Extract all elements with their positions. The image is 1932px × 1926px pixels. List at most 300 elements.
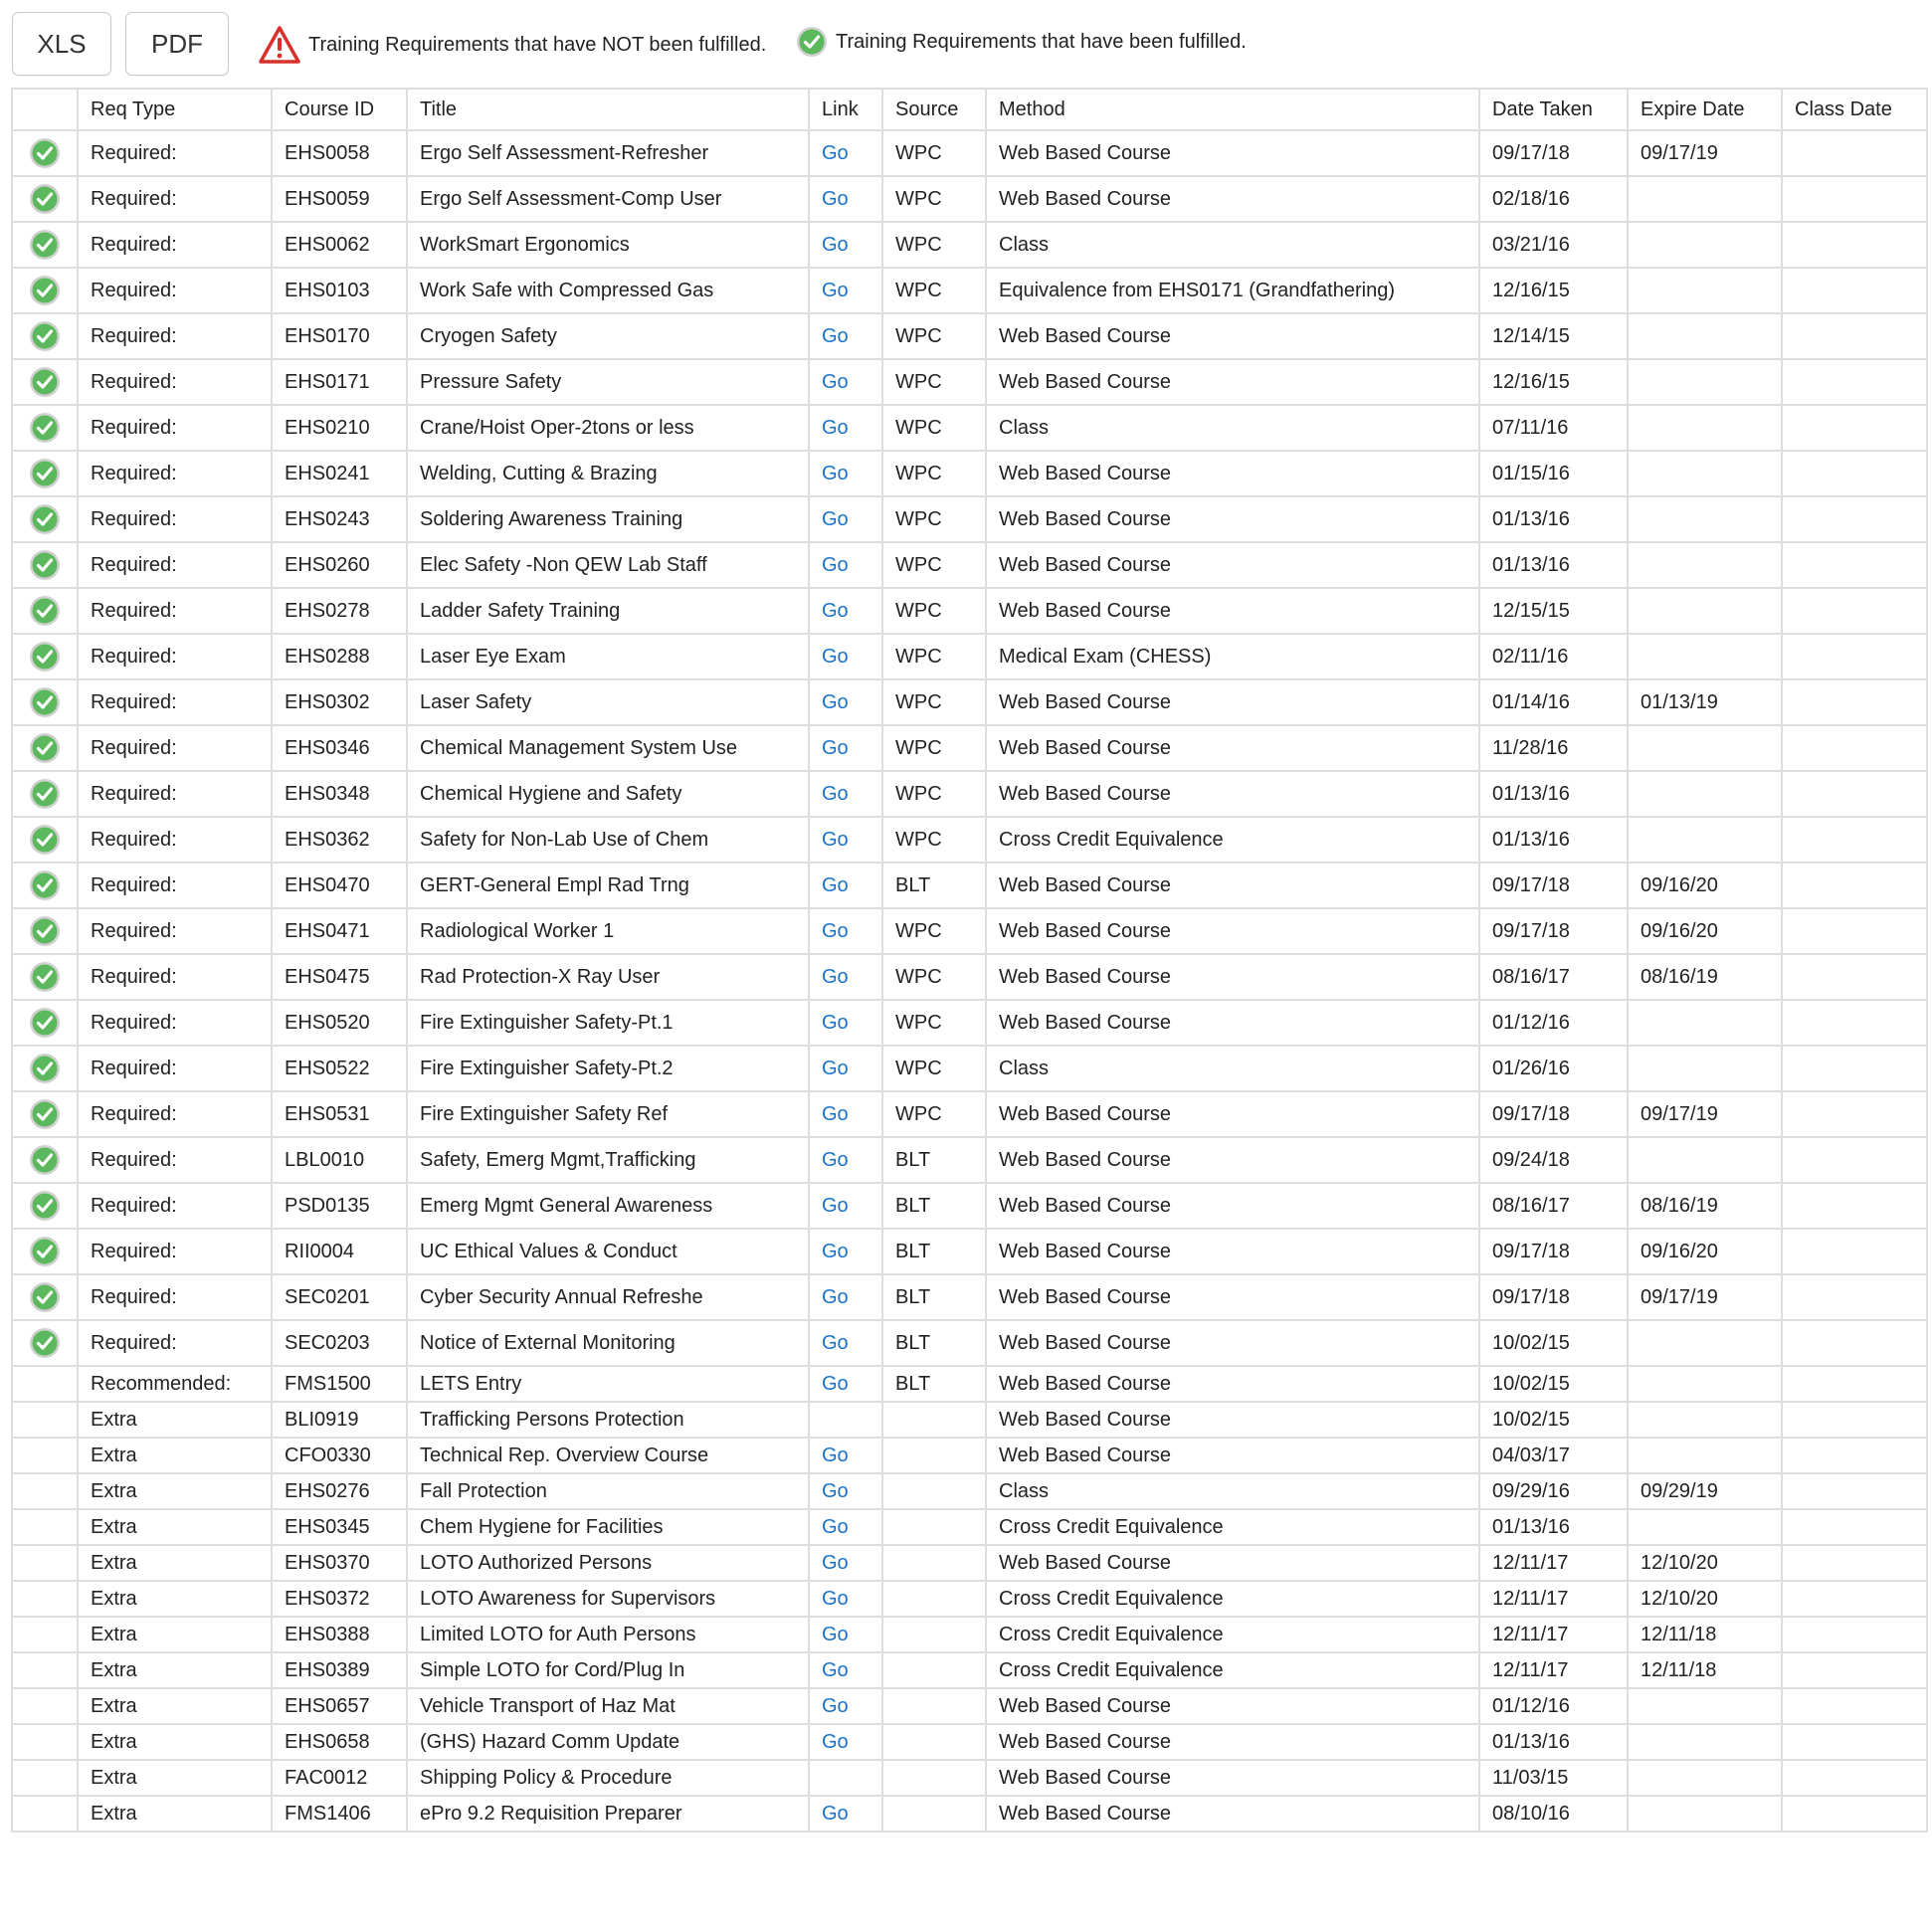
go-link[interactable]: Go: [822, 690, 849, 713]
table-row: [12, 1137, 1927, 1183]
cell-course-id: LBL0010: [272, 1137, 407, 1183]
go-link[interactable]: Go: [822, 416, 849, 439]
cell-class-date: [1782, 817, 1927, 863]
go-link[interactable]: Go: [822, 1444, 849, 1466]
go-link[interactable]: Go: [822, 187, 849, 210]
cell-method: Web Based Course: [986, 542, 1479, 588]
cell-req-type: Required:: [78, 130, 272, 176]
cell-course-id: EHS0370: [272, 1545, 407, 1581]
table-row: [12, 1652, 1927, 1688]
xls-export-button[interactable]: XLS: [12, 12, 111, 76]
go-link[interactable]: Go: [822, 1623, 849, 1645]
cell-link: [809, 222, 882, 268]
cell-link: [809, 1320, 882, 1366]
cell-method: Class: [986, 405, 1479, 451]
cell-req-type: Required:: [78, 1183, 272, 1229]
cell-course-id: EHS0278: [272, 588, 407, 634]
cell-class-date: [1782, 1652, 1927, 1688]
cell-method: Web Based Course: [986, 1796, 1479, 1831]
cell-title: Laser Eye Exam: [407, 634, 809, 679]
green-check-icon: [29, 686, 61, 718]
cell-req-type: Extra: [78, 1724, 272, 1760]
cell-method: Cross Credit Equivalence: [986, 1581, 1479, 1617]
header-source[interactable]: Source: [882, 89, 986, 130]
cell-req-type: Required:: [78, 817, 272, 863]
table-row: [12, 359, 1927, 405]
cell-req-type: Required:: [78, 1000, 272, 1046]
cell-course-id: EHS0657: [272, 1688, 407, 1724]
cell-link: [809, 1046, 882, 1091]
cell-title: Fall Protection: [407, 1473, 809, 1509]
cell-expire-date: [1628, 1000, 1782, 1046]
cell-class-date: [1782, 588, 1927, 634]
cell-title: Chem Hygiene for Facilities: [407, 1509, 809, 1545]
green-check-icon: [29, 549, 61, 581]
cell-class-date: [1782, 222, 1927, 268]
cell-link: [809, 1402, 882, 1438]
cell-title: Welding, Cutting & Brazing: [407, 451, 809, 496]
cell-status: [12, 634, 78, 679]
cell-course-id: EHS0389: [272, 1652, 407, 1688]
cell-source: WPC: [882, 771, 986, 817]
go-link[interactable]: Go: [822, 233, 849, 256]
cell-date-taken: 12/11/17: [1479, 1617, 1628, 1652]
cell-link: [809, 863, 882, 908]
header-req-type[interactable]: Req Type: [78, 89, 272, 130]
cell-date-taken: 09/24/18: [1479, 1137, 1628, 1183]
table-header-row: [12, 89, 1927, 130]
cell-expire-date: [1628, 634, 1782, 679]
cell-class-date: [1782, 496, 1927, 542]
go-link[interactable]: Go: [822, 1551, 849, 1574]
cell-status: [12, 222, 78, 268]
cell-status: [12, 451, 78, 496]
table-row: [12, 542, 1927, 588]
go-link[interactable]: Go: [822, 1658, 849, 1681]
table-row: [12, 1473, 1927, 1509]
cell-date-taken: 09/17/18: [1479, 1229, 1628, 1274]
go-link[interactable]: Go: [822, 324, 849, 347]
cell-title: Emerg Mgmt General Awareness: [407, 1183, 809, 1229]
cell-req-type: Required:: [78, 954, 272, 1000]
cell-course-id: EHS0276: [272, 1473, 407, 1509]
cell-method: Web Based Course: [986, 588, 1479, 634]
cell-method: Web Based Course: [986, 1320, 1479, 1366]
cell-link: [809, 542, 882, 588]
go-link[interactable]: Go: [822, 782, 849, 805]
cell-title: Ergo Self Assessment-Comp User: [407, 176, 809, 222]
green-check-icon: [29, 1144, 61, 1176]
cell-status: [12, 1545, 78, 1581]
cell-method: Cross Credit Equivalence: [986, 817, 1479, 863]
cell-status: [12, 1438, 78, 1473]
cell-method: Web Based Course: [986, 1760, 1479, 1796]
cell-link: [809, 1473, 882, 1509]
cell-link: [809, 1688, 882, 1724]
cell-method: Web Based Course: [986, 313, 1479, 359]
go-link[interactable]: Go: [822, 553, 849, 576]
cell-class-date: [1782, 863, 1927, 908]
go-link[interactable]: Go: [822, 1802, 849, 1825]
cell-date-taken: 08/16/17: [1479, 1183, 1628, 1229]
cell-title: Pressure Safety: [407, 359, 809, 405]
header-course-id[interactable]: Course ID: [272, 89, 407, 130]
cell-class-date: [1782, 908, 1927, 954]
cell-method: Web Based Course: [986, 1183, 1479, 1229]
cell-method: Web Based Course: [986, 1402, 1479, 1438]
cell-req-type: Required:: [78, 268, 272, 313]
cell-method: Equivalence from EHS0171 (Grandfathering): [986, 268, 1479, 313]
go-link[interactable]: Go: [822, 1331, 849, 1354]
cell-expire-date: [1628, 451, 1782, 496]
cell-source: BLT: [882, 1366, 986, 1402]
cell-method: Web Based Course: [986, 863, 1479, 908]
cell-link: [809, 405, 882, 451]
cell-req-type: Required:: [78, 176, 272, 222]
cell-source: BLT: [882, 1137, 986, 1183]
cell-link: [809, 1724, 882, 1760]
cell-status: [12, 1402, 78, 1438]
go-link[interactable]: Go: [822, 1148, 849, 1171]
cell-expire-date: [1628, 542, 1782, 588]
cell-expire-date: [1628, 496, 1782, 542]
cell-status: [12, 1274, 78, 1320]
go-link[interactable]: Go: [822, 1011, 849, 1034]
cell-source: WPC: [882, 405, 986, 451]
cell-course-id: EHS0520: [272, 1000, 407, 1046]
cell-expire-date: [1628, 176, 1782, 222]
cell-date-taken: 08/10/16: [1479, 1796, 1628, 1831]
cell-title: (GHS) Hazard Comm Update: [407, 1724, 809, 1760]
cell-source: [882, 1438, 986, 1473]
header-expire-date[interactable]: Expire Date: [1628, 89, 1782, 130]
cell-req-type: Required:: [78, 1229, 272, 1274]
cell-course-id: EHS0103: [272, 268, 407, 313]
cell-link: [809, 359, 882, 405]
cell-title: Laser Safety: [407, 679, 809, 725]
pdf-export-button[interactable]: PDF: [125, 12, 229, 76]
cell-expire-date: 09/17/19: [1628, 1274, 1782, 1320]
cell-source: [882, 1760, 986, 1796]
go-link[interactable]: Go: [822, 1515, 849, 1538]
cell-req-type: Required:: [78, 863, 272, 908]
cell-method: Web Based Course: [986, 725, 1479, 771]
go-link[interactable]: Go: [822, 370, 849, 393]
cell-title: Cryogen Safety: [407, 313, 809, 359]
cell-status: [12, 496, 78, 542]
cell-date-taken: 09/29/16: [1479, 1473, 1628, 1509]
table-row: [12, 313, 1927, 359]
table-row: [12, 679, 1927, 725]
cell-link: [809, 1760, 882, 1796]
header-status: [12, 89, 78, 130]
cell-status: [12, 1760, 78, 1796]
go-link[interactable]: Go: [822, 965, 849, 988]
cell-req-type: Required:: [78, 1046, 272, 1091]
cell-expire-date: [1628, 771, 1782, 817]
cell-date-taken: 11/28/16: [1479, 725, 1628, 771]
cell-status: [12, 1320, 78, 1366]
cell-class-date: [1782, 634, 1927, 679]
cell-req-type: Extra: [78, 1473, 272, 1509]
go-link[interactable]: Go: [822, 1240, 849, 1262]
cell-date-taken: 07/11/16: [1479, 405, 1628, 451]
header-link[interactable]: Link: [809, 89, 882, 130]
header-title[interactable]: Title: [407, 89, 809, 130]
go-link[interactable]: Go: [822, 1479, 849, 1502]
cell-status: [12, 1652, 78, 1688]
cell-method: Cross Credit Equivalence: [986, 1652, 1479, 1688]
cell-method: Web Based Course: [986, 1724, 1479, 1760]
cell-method: Class: [986, 1046, 1479, 1091]
cell-expire-date: [1628, 359, 1782, 405]
table-row: [12, 1796, 1927, 1831]
cell-class-date: [1782, 1091, 1927, 1137]
cell-method: Web Based Course: [986, 1438, 1479, 1473]
go-link[interactable]: Go: [822, 919, 849, 942]
cell-class-date: [1782, 451, 1927, 496]
cell-expire-date: 12/11/18: [1628, 1652, 1782, 1688]
cell-req-type: Extra: [78, 1652, 272, 1688]
cell-course-id: EHS0062: [272, 222, 407, 268]
cell-title: Technical Rep. Overview Course: [407, 1438, 809, 1473]
go-link[interactable]: Go: [822, 462, 849, 484]
cell-expire-date: 12/10/20: [1628, 1545, 1782, 1581]
table-row: [12, 771, 1927, 817]
cell-status: [12, 359, 78, 405]
green-check-icon: [29, 137, 61, 169]
green-check-icon: [29, 183, 61, 215]
go-link[interactable]: Go: [822, 1194, 849, 1217]
cell-link: [809, 679, 882, 725]
green-check-icon: [29, 1236, 61, 1267]
cell-req-type: Extra: [78, 1617, 272, 1652]
cell-date-taken: 01/26/16: [1479, 1046, 1628, 1091]
cell-req-type: Extra: [78, 1581, 272, 1617]
cell-link: [809, 1617, 882, 1652]
cell-title: Simple LOTO for Cord/Plug In: [407, 1652, 809, 1688]
cell-title: GERT-General Empl Rad Trng: [407, 863, 809, 908]
go-link[interactable]: Go: [822, 141, 849, 164]
go-link[interactable]: Go: [822, 507, 849, 530]
cell-title: Chemical Hygiene and Safety: [407, 771, 809, 817]
cell-source: [882, 1581, 986, 1617]
cell-source: WPC: [882, 496, 986, 542]
cell-date-taken: 09/17/18: [1479, 1091, 1628, 1137]
header-method[interactable]: Method: [986, 89, 1479, 130]
cell-class-date: [1782, 1000, 1927, 1046]
cell-course-id: FAC0012: [272, 1760, 407, 1796]
cell-class-date: [1782, 268, 1927, 313]
header-date-taken[interactable]: Date Taken: [1479, 89, 1628, 130]
cell-req-type: Required:: [78, 771, 272, 817]
green-check-icon: [29, 1098, 61, 1130]
cell-date-taken: 12/11/17: [1479, 1545, 1628, 1581]
cell-class-date: [1782, 405, 1927, 451]
cell-class-date: [1782, 542, 1927, 588]
cell-course-id: EHS0345: [272, 1509, 407, 1545]
cell-status: [12, 1137, 78, 1183]
go-link[interactable]: Go: [822, 828, 849, 851]
cell-status: [12, 1229, 78, 1274]
cell-expire-date: [1628, 1688, 1782, 1724]
cell-course-id: CFO0330: [272, 1438, 407, 1473]
cell-expire-date: [1628, 588, 1782, 634]
go-link[interactable]: Go: [822, 1694, 849, 1717]
cell-source: WPC: [882, 130, 986, 176]
cell-req-type: Extra: [78, 1760, 272, 1796]
table-row: [12, 1183, 1927, 1229]
cell-source: [882, 1796, 986, 1831]
table-row: [12, 1402, 1927, 1438]
cell-date-taken: 01/12/16: [1479, 1000, 1628, 1046]
cell-link: [809, 1229, 882, 1274]
cell-link: [809, 817, 882, 863]
green-check-icon: [29, 412, 61, 444]
go-link[interactable]: Go: [822, 736, 849, 759]
cell-status: [12, 1366, 78, 1402]
go-link[interactable]: Go: [822, 873, 849, 896]
cell-date-taken: 11/03/15: [1479, 1760, 1628, 1796]
cell-req-type: Required:: [78, 679, 272, 725]
table-row: [12, 1320, 1927, 1366]
cell-method: Web Based Course: [986, 1000, 1479, 1046]
cell-date-taken: 03/21/16: [1479, 222, 1628, 268]
cell-class-date: [1782, 1402, 1927, 1438]
cell-link: [809, 1652, 882, 1688]
table-row: [12, 588, 1927, 634]
cell-link: [809, 496, 882, 542]
cell-method: Web Based Course: [986, 1545, 1479, 1581]
cell-course-id: EHS0531: [272, 1091, 407, 1137]
legend-fulfilled: [796, 26, 1247, 58]
cell-title: Shipping Policy & Procedure: [407, 1760, 809, 1796]
legend-not-fulfilled: [259, 26, 766, 64]
cell-course-id: BLI0919: [272, 1402, 407, 1438]
cell-title: UC Ethical Values & Conduct: [407, 1229, 809, 1274]
cell-source: [882, 1688, 986, 1724]
cell-expire-date: [1628, 1402, 1782, 1438]
cell-source: WPC: [882, 817, 986, 863]
cell-link: [809, 1509, 882, 1545]
go-link[interactable]: Go: [822, 1372, 849, 1395]
cell-req-type: Required:: [78, 542, 272, 588]
cell-expire-date: [1628, 1320, 1782, 1366]
table-row: [12, 634, 1927, 679]
cell-date-taken: 10/02/15: [1479, 1366, 1628, 1402]
cell-course-id: EHS0470: [272, 863, 407, 908]
cell-method: Cross Credit Equivalence: [986, 1509, 1479, 1545]
cell-req-type: Required:: [78, 496, 272, 542]
green-check-icon: [29, 778, 61, 810]
cell-req-type: Extra: [78, 1509, 272, 1545]
cell-date-taken: 01/13/16: [1479, 817, 1628, 863]
cell-method: Web Based Course: [986, 496, 1479, 542]
cell-req-type: Required:: [78, 588, 272, 634]
cell-course-id: SEC0203: [272, 1320, 407, 1366]
cell-source: WPC: [882, 176, 986, 222]
table-row: [12, 268, 1927, 313]
cell-class-date: [1782, 954, 1927, 1000]
cell-course-id: RII0004: [272, 1229, 407, 1274]
cell-date-taken: 04/03/17: [1479, 1438, 1628, 1473]
cell-expire-date: [1628, 268, 1782, 313]
cell-expire-date: 09/17/19: [1628, 1091, 1782, 1137]
cell-source: WPC: [882, 313, 986, 359]
go-link[interactable]: Go: [822, 599, 849, 622]
cell-course-id: EHS0059: [272, 176, 407, 222]
cell-status: [12, 863, 78, 908]
cell-class-date: [1782, 1366, 1927, 1402]
cell-expire-date: [1628, 1438, 1782, 1473]
go-link[interactable]: Go: [822, 279, 849, 301]
cell-course-id: EHS0288: [272, 634, 407, 679]
cell-req-type: Required:: [78, 1274, 272, 1320]
table-row: [12, 1509, 1927, 1545]
cell-method: Web Based Course: [986, 130, 1479, 176]
cell-date-taken: 09/17/18: [1479, 1274, 1628, 1320]
go-link[interactable]: Go: [822, 1285, 849, 1308]
green-check-icon: [29, 1053, 61, 1084]
header-class-date[interactable]: Class Date: [1782, 89, 1927, 130]
cell-req-type: Extra: [78, 1688, 272, 1724]
go-link[interactable]: Go: [822, 1587, 849, 1610]
cell-method: Web Based Course: [986, 359, 1479, 405]
cell-source: BLT: [882, 863, 986, 908]
cell-title: Fire Extinguisher Safety Ref: [407, 1091, 809, 1137]
cell-class-date: [1782, 1545, 1927, 1581]
cell-source: WPC: [882, 679, 986, 725]
cell-course-id: EHS0210: [272, 405, 407, 451]
cell-method: Web Based Course: [986, 176, 1479, 222]
cell-status: [12, 130, 78, 176]
cell-source: [882, 1473, 986, 1509]
green-check-icon: [29, 961, 61, 993]
cell-source: WPC: [882, 1046, 986, 1091]
go-link[interactable]: Go: [822, 1057, 849, 1079]
cell-date-taken: 02/18/16: [1479, 176, 1628, 222]
cell-expire-date: [1628, 817, 1782, 863]
cell-link: [809, 771, 882, 817]
green-check-icon: [29, 229, 61, 261]
cell-method: Cross Credit Equivalence: [986, 1617, 1479, 1652]
go-link[interactable]: Go: [822, 1730, 849, 1753]
cell-class-date: [1782, 1274, 1927, 1320]
cell-class-date: [1782, 1688, 1927, 1724]
cell-title: Fire Extinguisher Safety-Pt.2: [407, 1046, 809, 1091]
cell-link: [809, 634, 882, 679]
cell-link: [809, 588, 882, 634]
cell-class-date: [1782, 1796, 1927, 1831]
go-link[interactable]: Go: [822, 645, 849, 668]
training-requirements-table: [11, 88, 1928, 1832]
table-row: [12, 405, 1927, 451]
cell-course-id: EHS0372: [272, 1581, 407, 1617]
table-row: [12, 1688, 1927, 1724]
cell-status: [12, 1046, 78, 1091]
cell-req-type: Recommended:: [78, 1366, 272, 1402]
cell-expire-date: 09/16/20: [1628, 1229, 1782, 1274]
cell-status: [12, 1688, 78, 1724]
cell-method: Class: [986, 1473, 1479, 1509]
cell-req-type: Required:: [78, 634, 272, 679]
cell-method: Web Based Course: [986, 908, 1479, 954]
cell-link: [809, 176, 882, 222]
go-link[interactable]: Go: [822, 1102, 849, 1125]
cell-source: [882, 1545, 986, 1581]
cell-class-date: [1782, 1137, 1927, 1183]
cell-date-taken: 09/17/18: [1479, 130, 1628, 176]
